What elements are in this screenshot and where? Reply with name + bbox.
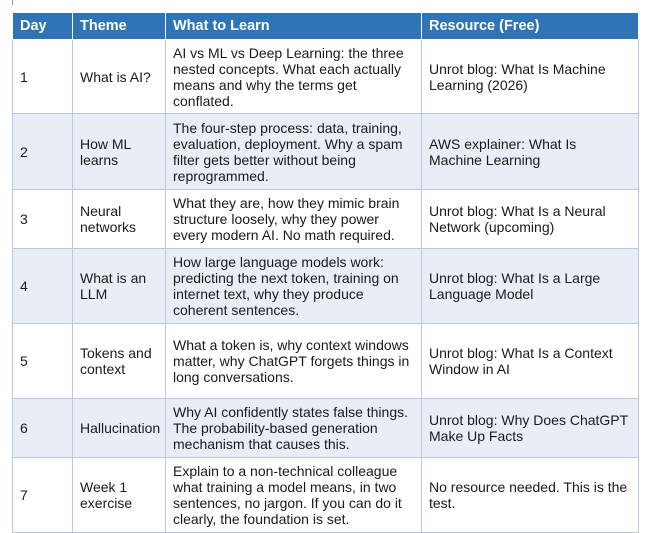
table-row xyxy=(13,40,639,114)
header-what-to-learn: What to Learn xyxy=(166,13,422,40)
resource-cell: AWS explainer: What Is Machine Learning xyxy=(422,114,639,190)
theme-cell: Tokens and context xyxy=(73,324,166,399)
theme-cell: Week 1 exercise xyxy=(73,458,166,533)
header-row xyxy=(13,13,639,40)
learn-cell: AI vs ML vs Deep Learning: the three nested concepts. What each actually means and why the terms get conflated. xyxy=(166,40,422,114)
day-cell: 2 xyxy=(13,114,73,190)
day-cell: 5 xyxy=(13,324,73,399)
theme-cell: What is an LLM xyxy=(73,249,166,324)
resource-cell: Unrot blog: What Is a Large Language Model xyxy=(422,249,639,324)
top-edge-mark xyxy=(12,0,13,5)
resource-cell: Unrot blog: What Is Machine Learning (2026) xyxy=(422,40,639,114)
learn-cell: What they are, how they mimic brain structure loosely, why they power every modern AI. No math required. xyxy=(166,190,422,249)
table-row xyxy=(13,458,639,533)
resource-cell: Unrot blog: What Is a Context Window in AI xyxy=(422,324,639,399)
resource-cell: Unrot blog: Why Does ChatGPT Make Up Facts xyxy=(422,399,639,458)
table-row xyxy=(13,114,639,190)
theme-cell: Neural networks xyxy=(73,190,166,249)
day-cell: 6 xyxy=(13,399,73,458)
resource-cell: Unrot blog: What Is a Neural Network (upcoming) xyxy=(422,190,639,249)
resource-cell: No resource needed. This is the test. xyxy=(422,458,639,533)
table-row xyxy=(13,249,639,324)
header-theme: Theme xyxy=(73,13,166,40)
theme-cell: How ML learns xyxy=(73,114,166,190)
header-resource: Resource (Free) xyxy=(422,13,639,40)
learn-cell: How large language models work: predicting the next token, training on internet text, why they produce coherent sentences. xyxy=(166,249,422,324)
table-row xyxy=(13,324,639,399)
day-cell: 4 xyxy=(13,249,73,324)
learn-cell: What a token is, why context windows matter, why ChatGPT forgets things in long conversations. xyxy=(166,324,422,399)
learn-cell: The four-step process: data, training, evaluation, deployment. Why a spam filter gets better without being reprogrammed. xyxy=(166,114,422,190)
day-cell: 3 xyxy=(13,190,73,249)
learning-plan-table xyxy=(12,12,639,533)
day-cell: 1 xyxy=(13,40,73,114)
learn-cell: Explain to a non-technical colleague what training a model means, in two sentences, no jargon. If you can do it clearly, the foundation is set. xyxy=(166,458,422,533)
header-day: Day xyxy=(13,13,73,40)
learn-cell: Why AI confidently states false things. The probability-based generation mechanism that causes this. xyxy=(166,399,422,458)
table-row xyxy=(13,399,639,458)
theme-cell: What is AI? xyxy=(73,40,166,114)
day-cell: 7 xyxy=(13,458,73,533)
table-row xyxy=(13,190,639,249)
theme-cell: Hallucination xyxy=(73,399,166,458)
